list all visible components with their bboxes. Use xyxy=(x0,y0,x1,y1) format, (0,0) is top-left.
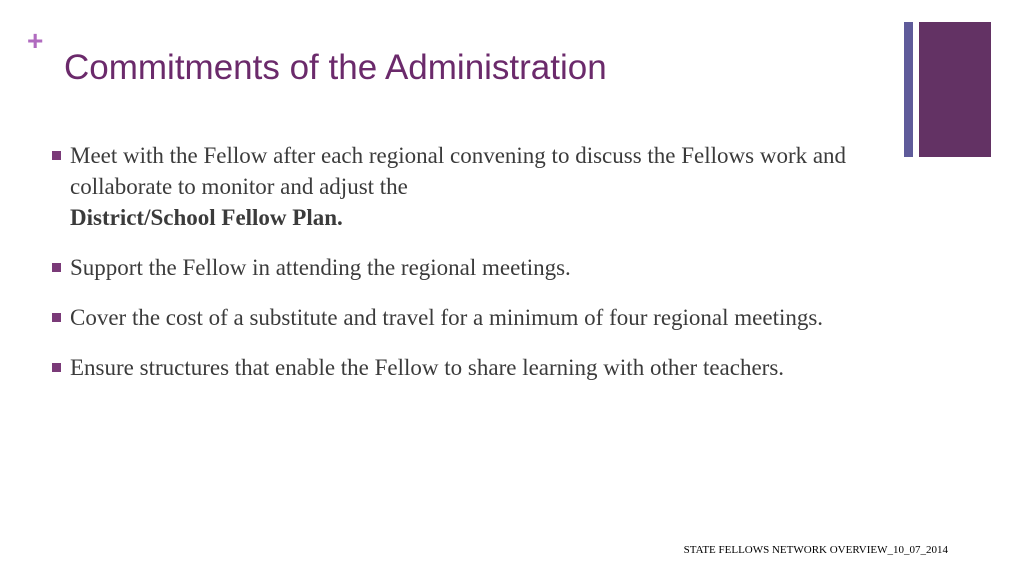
square-bullet-icon xyxy=(52,151,61,160)
bullet-text: Meet with the Fellow after each regional convening to discuss the Fellows work and collaborate to monitor and adjust the xyxy=(70,143,847,199)
bullet-bold-text: District/School Fellow Plan. xyxy=(70,205,343,230)
bullet-list xyxy=(50,140,880,402)
accent-bar-wide xyxy=(919,22,991,157)
bullet-item xyxy=(50,302,880,333)
bullet-item xyxy=(50,140,880,233)
slide-title: Commitments of the Administration xyxy=(64,48,607,87)
plus-icon: + xyxy=(27,25,44,56)
square-bullet-icon xyxy=(52,363,61,372)
footer-text: STATE FELLOWS NETWORK OVERVIEW_10_07_2014 xyxy=(683,544,948,556)
square-bullet-icon xyxy=(52,263,61,272)
square-bullet-icon xyxy=(52,313,61,322)
bullet-item xyxy=(50,252,880,283)
bullet-text: Ensure structures that enable the Fellow to share learning with other teachers. xyxy=(70,355,785,380)
accent-bar-thin xyxy=(904,22,913,157)
bullet-text: Support the Fellow in attending the regional meetings. xyxy=(70,255,571,280)
bullet-item xyxy=(50,352,880,383)
bullet-text: Cover the cost of a substitute and travel for a minimum of four regional meetings. xyxy=(70,305,824,330)
